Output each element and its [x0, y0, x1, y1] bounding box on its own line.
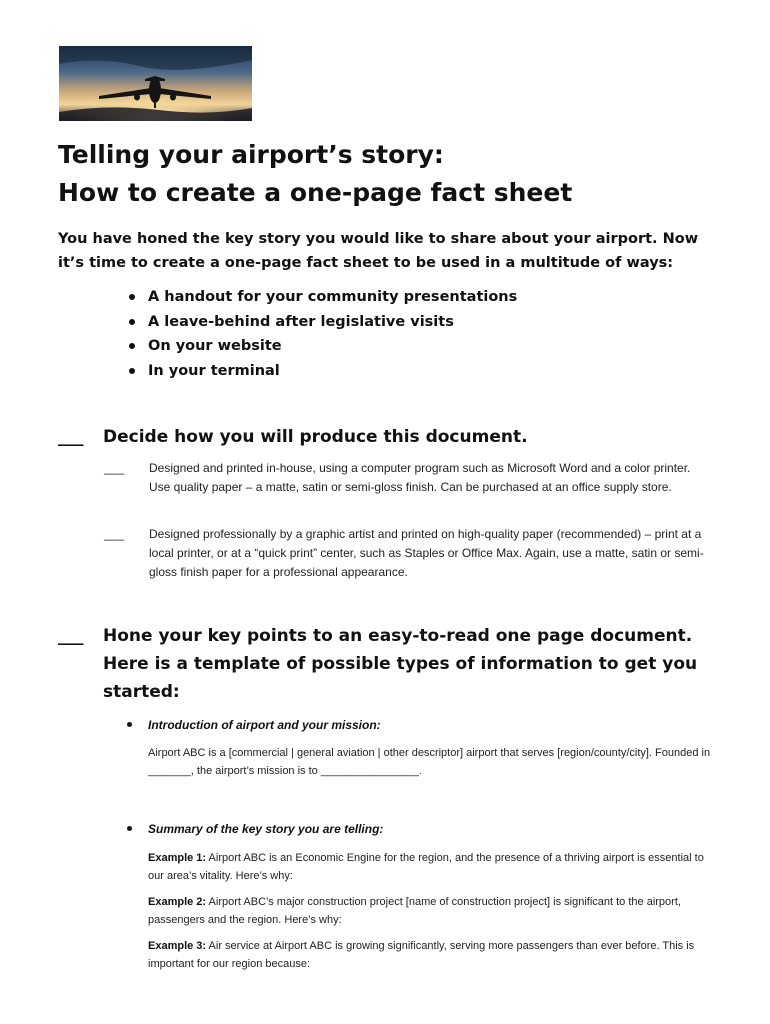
bullet-icon — [129, 368, 135, 374]
list-item: On your website — [148, 334, 517, 359]
bullet-icon — [127, 826, 132, 831]
summary-section-heading: Summary of the key story you are telling: — [148, 821, 383, 837]
title-line-2: How to create a one-page fact sheet — [58, 178, 573, 207]
bullet-icon — [127, 722, 132, 727]
example-3 — [148, 937, 718, 973]
bullet-icon — [129, 294, 135, 300]
example-1 — [148, 849, 718, 885]
intro-paragraph: You have honed the key story you would like to share about your airport. Now it’s time to create a one-page fact sheet to be used in a multitude of ways: — [58, 231, 699, 271]
list-item: In your terminal — [148, 359, 517, 384]
list-item: A leave-behind after legislative visits — [148, 310, 517, 335]
example-2-text: Airport ABC’s major construction project [name of construction project] is significant to the airport, passengers and the region. Here’s why: — [148, 896, 681, 926]
example-2 — [148, 893, 718, 929]
example-1-text: Airport ABC is an Economic Engine for the region, and the presence of a thriving airport is essential to our area’s vitality. Here’s why: — [148, 852, 704, 882]
list-item: A handout for your community presentations — [148, 285, 517, 310]
bullet-icon — [129, 343, 135, 349]
step-1-checkbox-blank: ___ — [58, 427, 84, 447]
title-line-1: Telling your airport’s story: — [58, 140, 444, 169]
page-title — [58, 136, 718, 212]
option-2-blank: ___ — [104, 527, 125, 541]
airplane-icon — [59, 46, 252, 121]
option-1-blank: ___ — [104, 461, 125, 475]
intro-section-body: Airport ABC is a [commercial | general aviation | other descriptor] airport that serves [region/county/city]. Founded in _______, the airport’s mission is to ________________. — [148, 747, 711, 777]
step-1-heading: Decide how you will produce this document. — [103, 427, 528, 447]
example-3-text: Air service at Airport ABC is growing significantly, serving more passengers than ever before. This is important for our region because: — [148, 940, 695, 970]
intro-section-heading: Introduction of airport and your mission: — [148, 717, 381, 733]
step-2-heading: Hone your key points to an easy-to-read one page document. Here is a template of possible types of information to get you started: — [103, 626, 698, 702]
airplane-banner-image — [59, 46, 252, 121]
uses-list — [148, 285, 517, 383]
bullet-icon — [129, 319, 135, 325]
example-1-label: Example 1: — [148, 852, 207, 864]
option-1-text: Designed and printed in-house, using a computer program such as Microsoft Word and a color printer. Use quality paper – a matte, satin or semi-gloss finish. Can be purchased at an office supply store. — [149, 461, 691, 494]
step-2-checkbox-blank: ___ — [58, 626, 84, 646]
example-3-label: Example 3: — [148, 940, 207, 952]
option-2-text: Designed professionally by a graphic artist and printed on high-quality paper (recommended) – print at a local printer, or at a “quick print” center, such as Staples or Office Max. Again, use a matte, satin or semi-gloss finish paper for a professional appearance. — [149, 527, 704, 579]
example-2-label: Example 2: — [148, 896, 207, 908]
